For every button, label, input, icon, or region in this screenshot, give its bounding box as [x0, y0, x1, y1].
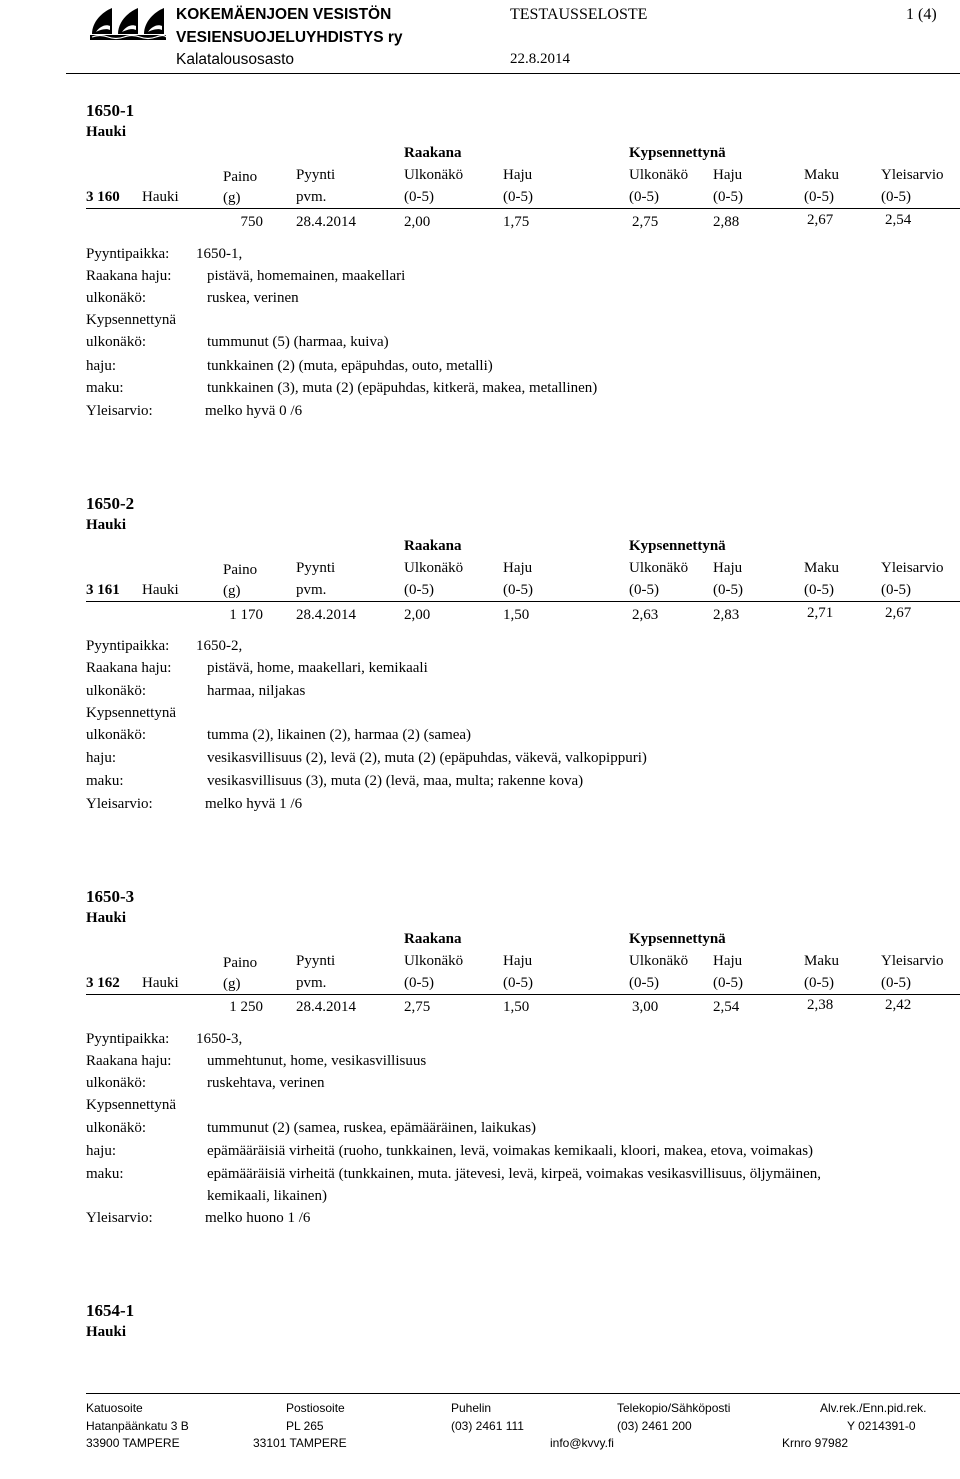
scale-maku: (0-5): [804, 582, 834, 598]
scale-maku: (0-5): [804, 975, 834, 991]
value-weight: 750: [240, 214, 263, 230]
scale-raw-haju: (0-5): [503, 582, 533, 598]
sample-id: 1650-1: [86, 101, 135, 120]
text-taste: epämääräisiä virheitä (tunkkainen, muta. jätevesi, levä, kirpeä, voimakas vesikasvillisuus, öljymäinen,: [207, 1166, 821, 1182]
col-cooked-ulkonako: Ulkonäkö: [629, 560, 689, 576]
col-raw-haju: Haju: [503, 167, 533, 183]
value-cooked-appearance: 2,75: [632, 214, 659, 230]
col-pyynti: Pyynti: [296, 167, 336, 183]
footer-business-id: Y 0214391-0: [847, 1419, 916, 1433]
footer-phone-label: Puhelin: [451, 1401, 492, 1415]
value-raw-appearance: 2,75: [404, 999, 431, 1015]
label-maku: maku:: [86, 773, 124, 789]
kvvy-logo: [90, 4, 168, 47]
sample-species: Hauki: [86, 910, 127, 926]
col-yleisarvio: Yleisarvio: [881, 560, 944, 576]
value-taste: 2,38: [807, 997, 834, 1013]
scale-cooked-ulkonako: (0-5): [629, 189, 659, 205]
value-overall: 2,54: [885, 212, 912, 228]
text-location: 1650-1,: [196, 246, 243, 262]
col-cooked-ulkonako: Ulkonäkö: [629, 167, 689, 183]
text-overall: melko huono 1 /6: [205, 1210, 311, 1226]
label-maku: maku:: [86, 1166, 124, 1182]
scale-cooked-ulkonako: (0-5): [629, 975, 659, 991]
value-cooked-smell: 2,54: [713, 999, 740, 1015]
footer-fax: (03) 2461 200: [617, 1419, 692, 1433]
text-overall: melko hyvä 1 /6: [205, 796, 303, 812]
value-overall: 2,67: [885, 605, 912, 621]
text-taste: tunkkainen (3), muta (2) (epäpuhdas, kitkerä, makea, metallinen): [207, 380, 598, 396]
scale-raw-haju: (0-5): [503, 189, 533, 205]
sample-id: 1650-3: [86, 887, 135, 906]
col-yleisarvio: Yleisarvio: [881, 167, 944, 183]
footer-street: Hatanpäänkatu 3 B: [86, 1419, 189, 1433]
col-paino: Paino: [223, 955, 258, 971]
col-cooked-haju: Haju: [713, 167, 743, 183]
sample-id: 1650-2: [86, 494, 135, 513]
label-raakana-haju: Raakana haju:: [86, 1053, 172, 1069]
footer-street-label: Katuosoite: [86, 1401, 143, 1415]
header-divider: [66, 73, 960, 74]
col-cooked-haju: Haju: [713, 560, 743, 576]
value-weight: 1 250: [229, 999, 263, 1015]
sample-species: Hauki: [86, 517, 127, 533]
col-maku: Maku: [804, 953, 839, 969]
label-kypsennettyna: Kypsennettynä: [86, 1097, 176, 1113]
label-raakana-haju: Raakana haju:: [86, 268, 172, 284]
text-raw-appearance: harmaa, niljakas: [207, 683, 306, 699]
col-pyynti-unit: pvm.: [296, 189, 327, 205]
col-paino-unit: (g): [223, 976, 241, 992]
col-pyynti-unit: pvm.: [296, 975, 327, 991]
text-cooked-smell: vesikasvillisuus (2), levä (2), muta (2) (epäpuhdas, väkevä, valkopippuri): [207, 750, 647, 766]
text-location: 1650-3,: [196, 1031, 243, 1047]
text-cooked-appearance: tummunut (5) (harmaa, kuiva): [207, 334, 389, 350]
sample-species: Hauki: [86, 124, 127, 140]
text-taste: vesikasvillisuus (3), muta (2) (levä, maa, multa; rakenne kova): [207, 773, 584, 789]
label-kypsennettyna: Kypsennettynä: [86, 705, 176, 721]
col-raw-haju: Haju: [503, 560, 533, 576]
value-cooked-smell: 2,83: [713, 607, 740, 623]
col-pyynti-unit: pvm.: [296, 582, 327, 598]
label-yleisarvio: Yleisarvio:: [86, 403, 153, 419]
scale-raw-ulkonako: (0-5): [404, 975, 434, 991]
next-sample-id: 1654-1: [86, 1301, 135, 1320]
label-pyyntipaikka: Pyyntipaikka:: [86, 1031, 170, 1047]
value-cooked-smell: 2,88: [713, 214, 740, 230]
value-cooked-appearance: 2,63: [632, 607, 659, 623]
org-department: Kalatalousosasto: [176, 51, 295, 68]
col-group-kypsennettyna: Kypsennettynä: [629, 145, 726, 161]
next-sample-species: Hauki: [86, 1324, 127, 1340]
col-group-raakana: Raakana: [404, 145, 462, 161]
text-overall: melko hyvä 0 /6: [205, 403, 303, 419]
sample-number: 3 162: [86, 975, 120, 991]
label-kypsennettyna: Kypsennettynä: [86, 312, 176, 328]
label-haju: haju:: [86, 358, 116, 374]
value-raw-smell: 1,75: [503, 214, 530, 230]
document-date: 22.8.2014: [510, 51, 570, 67]
value-date: 28.4.2014: [296, 607, 356, 623]
text-raw-smell: pistävä, home, maakellari, kemikaali: [207, 660, 428, 676]
label-raw-ulkonako: ulkonäkö:: [86, 683, 146, 699]
footer-vat-label: Alv.rek./Enn.pid.rek.: [820, 1401, 927, 1415]
table-divider: [86, 208, 960, 209]
col-raw-ulkonako: Ulkonäkö: [404, 167, 464, 183]
label-yleisarvio: Yleisarvio:: [86, 1210, 153, 1226]
document-type: TESTAUSSELOSTE: [510, 6, 648, 23]
footer-divider: [86, 1393, 960, 1394]
col-group-raakana: Raakana: [404, 931, 462, 947]
value-raw-appearance: 2,00: [404, 607, 431, 623]
footer-trade-register: Krnro 97982: [782, 1436, 849, 1450]
value-weight: 1 170: [229, 607, 263, 623]
page-number: 1 (4): [906, 6, 937, 23]
col-maku: Maku: [804, 560, 839, 576]
footer-fax-label: Telekopio/Sähköposti: [617, 1401, 731, 1415]
value-taste: 2,67: [807, 212, 834, 228]
value-cooked-appearance: 3,00: [632, 999, 659, 1015]
org-name-line2: VESIENSUOJELUYHDISTYS ry: [176, 29, 403, 46]
scale-maku: (0-5): [804, 189, 834, 205]
text-cooked-smell: epämääräisiä virheitä (ruoho, tunkkainen, levä, voimakas kemikaali, kloori, makea, etova, voimakas): [207, 1143, 814, 1159]
footer-phone: (03) 2461 111: [451, 1419, 524, 1433]
scale-yleisarvio: (0-5): [881, 582, 911, 598]
footer-email: info@kvvy.fi: [550, 1436, 614, 1450]
text-cooked-smell: tunkkainen (2) (muta, epäpuhdas, outo, metalli): [207, 358, 493, 374]
label-raw-ulkonako: ulkonäkö:: [86, 290, 146, 306]
label-raw-ulkonako: ulkonäkö:: [86, 1075, 146, 1091]
col-pyynti: Pyynti: [296, 560, 336, 576]
text-cooked-appearance: tumma (2), likainen (2), harmaa (2) (samea): [207, 727, 472, 743]
col-paino-unit: (g): [223, 583, 241, 599]
scale-raw-haju: (0-5): [503, 975, 533, 991]
col-cooked-haju: Haju: [713, 953, 743, 969]
value-taste: 2,71: [807, 605, 834, 621]
scale-cooked-haju: (0-5): [713, 975, 743, 991]
sample-species-row: Hauki: [142, 975, 179, 991]
label-haju: haju:: [86, 750, 116, 766]
scale-yleisarvio: (0-5): [881, 975, 911, 991]
footer-postal-city: 33101 TAMPERE: [253, 1436, 347, 1450]
label-cooked-ulkonako: ulkonäkö:: [86, 1120, 146, 1136]
scale-cooked-haju: (0-5): [713, 582, 743, 598]
col-raw-ulkonako: Ulkonäkö: [404, 560, 464, 576]
scale-yleisarvio: (0-5): [881, 189, 911, 205]
table-divider: [86, 994, 960, 995]
scale-cooked-haju: (0-5): [713, 189, 743, 205]
text-location: 1650-2,: [196, 638, 243, 654]
label-haju: haju:: [86, 1143, 116, 1159]
org-name-line1: KOKEMÄENJOEN VESISTÖN: [176, 6, 392, 23]
value-date: 28.4.2014: [296, 999, 356, 1015]
footer-city: 33900 TAMPERE: [86, 1436, 180, 1450]
col-group-kypsennettyna: Kypsennettynä: [629, 931, 726, 947]
sample-number: 3 160: [86, 189, 120, 205]
text-raw-appearance: ruskea, verinen: [207, 290, 299, 306]
col-raw-ulkonako: Ulkonäkö: [404, 953, 464, 969]
scale-raw-ulkonako: (0-5): [404, 582, 434, 598]
label-maku: maku:: [86, 380, 124, 396]
col-paino-unit: (g): [223, 190, 241, 206]
col-pyynti: Pyynti: [296, 953, 336, 969]
table-divider: [86, 601, 960, 602]
value-raw-smell: 1,50: [503, 999, 530, 1015]
value-date: 28.4.2014: [296, 214, 356, 230]
label-yleisarvio: Yleisarvio:: [86, 796, 153, 812]
footer-postal-label: Postiosoite: [286, 1401, 345, 1415]
col-yleisarvio: Yleisarvio: [881, 953, 944, 969]
col-maku: Maku: [804, 167, 839, 183]
value-raw-smell: 1,50: [503, 607, 530, 623]
label-raakana-haju: Raakana haju:: [86, 660, 172, 676]
text-raw-appearance: ruskehtava, verinen: [207, 1075, 325, 1091]
col-cooked-ulkonako: Ulkonäkö: [629, 953, 689, 969]
col-raw-haju: Haju: [503, 953, 533, 969]
scale-cooked-ulkonako: (0-5): [629, 582, 659, 598]
col-group-kypsennettyna: Kypsennettynä: [629, 538, 726, 554]
text-raw-smell: pistävä, homemainen, maakellari: [207, 268, 406, 284]
sample-species-row: Hauki: [142, 582, 179, 598]
value-raw-appearance: 2,00: [404, 214, 431, 230]
label-cooked-ulkonako: ulkonäkö:: [86, 727, 146, 743]
sample-number: 3 161: [86, 582, 120, 598]
col-group-raakana: Raakana: [404, 538, 462, 554]
sample-species-row: Hauki: [142, 189, 179, 205]
col-paino: Paino: [223, 562, 258, 578]
text-raw-smell: ummehtunut, home, vesikasvillisuus: [207, 1053, 427, 1069]
text-taste-continued: kemikaali, likainen): [207, 1188, 327, 1204]
scale-raw-ulkonako: (0-5): [404, 189, 434, 205]
footer-postal-box: PL 265: [286, 1419, 324, 1433]
label-cooked-ulkonako: ulkonäkö:: [86, 334, 146, 350]
label-pyyntipaikka: Pyyntipaikka:: [86, 246, 170, 262]
col-paino: Paino: [223, 169, 258, 185]
text-cooked-appearance: tummunut (2) (samea, ruskea, epämääräinen, laikukas): [207, 1120, 537, 1136]
value-overall: 2,42: [885, 997, 912, 1013]
label-pyyntipaikka: Pyyntipaikka:: [86, 638, 170, 654]
